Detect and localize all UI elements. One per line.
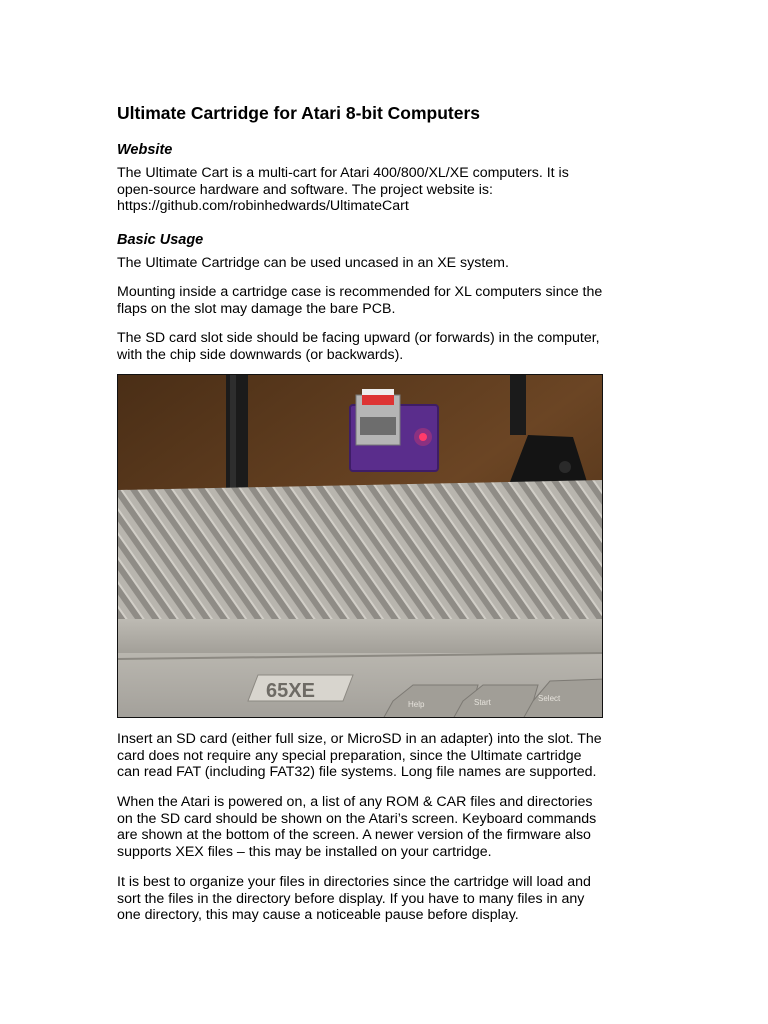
section-heading-website: Website — [117, 142, 173, 158]
text-line: When the Atari is powered on, a list of any ROM & CAR files and directories — [117, 794, 593, 810]
text-line: with the chip side downwards (or backwards). — [117, 346, 404, 363]
paragraph-1 — [117, 255, 509, 272]
text-line: are shown at the bottom of the screen. A newer version of the firmware also — [117, 827, 591, 843]
cartridge-photo — [117, 374, 603, 718]
select-key-label: Select — [538, 694, 561, 703]
text-line: Insert an SD card (either full size, or MicroSD in an adapter) into the slot. The — [117, 731, 602, 747]
model-badge: 65XE — [266, 680, 315, 702]
paragraph-4 — [117, 731, 602, 781]
text-line: The Ultimate Cart is a multi-cart for Atari 400/800/XL/XE computers. It is — [117, 165, 569, 181]
document-title: Ultimate Cartridge for Atari 8-bit Computers — [117, 103, 481, 123]
start-key-label: Start — [474, 698, 491, 707]
text-line: card does not require any special preparation, since the Ultimate cartridge — [117, 747, 582, 764]
text-line: supports XEX files – this may be installed on your cartridge. — [117, 843, 492, 860]
paragraph-5 — [117, 794, 596, 860]
paragraph-2 — [117, 284, 602, 317]
paragraph-3 — [117, 330, 600, 363]
text-line: one directory, this may cause a noticeable pause before display. — [117, 907, 519, 923]
website-paragraph — [117, 165, 569, 215]
text-line: sort the files in the directory before display. If you have to many files in any — [117, 890, 585, 907]
text-line: The SD card slot side should be facing upward (or forwards) in the computer, — [117, 330, 600, 346]
text-line: open-source hardware and software. The project website is: — [117, 181, 493, 198]
section-heading-basic-usage: Basic Usage — [117, 232, 204, 248]
project-url: https://github.com/robinhedwards/UltimateCart — [117, 198, 409, 214]
paragraph-6 — [117, 874, 591, 924]
text-line: Mounting inside a cartridge case is recommended for XL computers since the — [117, 284, 603, 300]
text-line: The Ultimate Cartridge can be used uncased in an XE system. — [117, 255, 509, 271]
text-line: on the SD card should be shown on the Atari’s screen. Keyboard commands — [117, 810, 597, 827]
text-line: can read FAT (including FAT32) file systems. Long file names are supported. — [117, 764, 597, 780]
text-line: flaps on the slot may damage the bare PCB. — [117, 300, 396, 317]
text-line: It is best to organize your files in directories since the cartridge will load and — [117, 874, 591, 890]
help-key-label: Help — [408, 700, 425, 709]
